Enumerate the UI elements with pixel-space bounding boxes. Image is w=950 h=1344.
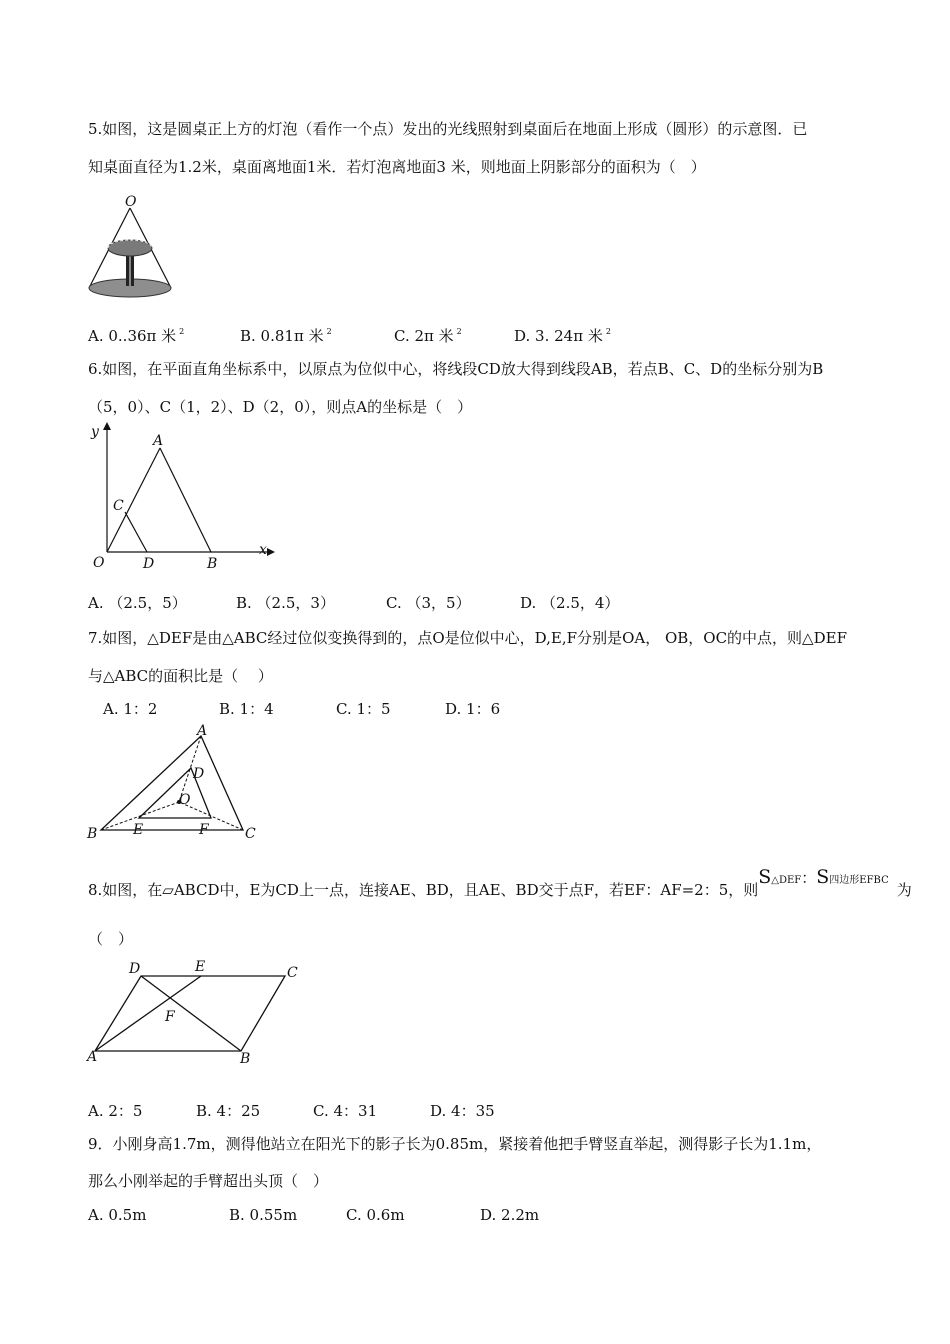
q9-option-d: D. 2.2m bbox=[480, 1206, 540, 1224]
q6-option-d: D. （2.5，4） bbox=[520, 594, 620, 612]
q7-label-o: O bbox=[179, 792, 191, 808]
q6-option-a: A. （2.5，5） bbox=[88, 594, 187, 612]
q8-option-c: C. 4：31 bbox=[313, 1102, 378, 1120]
q8-area-def: S△DEF bbox=[758, 866, 802, 888]
q7-option-d: D. 1：6 bbox=[445, 700, 501, 718]
q6-label-y: y bbox=[91, 424, 99, 440]
q8-option-b: B. 4：25 bbox=[196, 1102, 261, 1120]
q7-triangle-abc bbox=[101, 736, 243, 830]
q8-label-c: C bbox=[287, 965, 298, 981]
q6-label-d: D bbox=[143, 556, 155, 572]
q8-segment-ae bbox=[95, 976, 201, 1051]
q6-label-b: B bbox=[207, 556, 218, 572]
q7-text-line1: 7.如图，△DEF是由△ABC经过位似变换得到的，点O是位似中心，D,E,F分别是OA， OB，OC的中点，则△DEF bbox=[88, 629, 847, 647]
q7-label-d: D bbox=[193, 766, 205, 782]
q7-label-b: B bbox=[87, 826, 98, 842]
q7-option-a: A. 1：2 bbox=[103, 700, 158, 718]
q8-label-e: E bbox=[195, 959, 206, 975]
q8-option-d: D. 4：35 bbox=[430, 1102, 495, 1120]
q5-option-c: C. 2π 米 $^2$ bbox=[394, 327, 462, 345]
q5-option-d: D. 3. 24π 米 $^2$ bbox=[514, 327, 611, 345]
q8-parallelogram-figure bbox=[85, 955, 315, 1070]
q9-option-b: B. 0.55m bbox=[229, 1206, 298, 1224]
q6-segment-ab bbox=[160, 448, 211, 552]
q9-text-line1: 9．小刚身高1.7m，测得他站立在阳光下的影子长为0.85m，紧接着他把手臂竖直举起，测得影子长为1.1m， bbox=[88, 1135, 822, 1153]
q7-label-e: E bbox=[133, 822, 144, 838]
q8-option-a: A. 2：5 bbox=[88, 1102, 143, 1120]
q8-segment-bd bbox=[141, 976, 241, 1051]
q5-option-b: B. 0.81π 米 $^2$ bbox=[240, 327, 332, 345]
q7-triangle-figure bbox=[85, 722, 265, 847]
q7-label-a: A bbox=[197, 723, 208, 739]
q5-cone-figure bbox=[85, 190, 180, 302]
q7-label-c: C bbox=[245, 826, 256, 842]
q8-text-line1: 8.如图，在▱ABCD中，E为CD上一点，连接AE、BD，且AE、BD交于点F，若EF：AF=2：5，则S△DEF：S四边形EFBC为 bbox=[88, 866, 912, 899]
q6-text-line2: （5，0）、C（1，2）、D（2，0），则点A的坐标是（ ） bbox=[88, 398, 473, 416]
q8-label-d: D bbox=[129, 961, 141, 977]
q5-text-line2: 知桌面直径为1.2米，桌面离地面1米．若灯泡离地面3 米，则地面上阴影部分的面积为（ ） bbox=[88, 158, 706, 176]
q7-label-f: F bbox=[199, 822, 209, 838]
q6-label-c: C bbox=[113, 498, 124, 514]
q8-text-line2: （ ） bbox=[88, 930, 134, 948]
q5-option-a: A. 0..36π 米 $^2$ bbox=[88, 327, 185, 345]
q8-label-b: B bbox=[240, 1051, 251, 1067]
q7-option-c: C. 1：5 bbox=[336, 700, 391, 718]
q9-option-a: A. 0.5m bbox=[88, 1206, 147, 1224]
q6-option-b: B. （2.5，3） bbox=[236, 594, 335, 612]
q6-coordinate-figure bbox=[85, 420, 275, 575]
q9-text-line2: 那么小刚举起的手臂超出头顶（ ） bbox=[88, 1172, 329, 1190]
q5-label-o: O bbox=[125, 194, 137, 210]
q8-label-a: A bbox=[87, 1049, 98, 1065]
q6-label-a: A bbox=[153, 433, 164, 449]
q6-label-x: x bbox=[259, 542, 267, 558]
q6-segment-cd bbox=[125, 512, 147, 552]
q6-text-line1: 6.如图，在平面直角坐标系中，以原点为位似中心，将线段CD放大得到线段AB，若点B、C、D的坐标分别为B bbox=[88, 360, 824, 378]
q7-text-line2: 与△ABC的面积比是（ ） bbox=[88, 667, 273, 685]
q7-option-b: B. 1：4 bbox=[219, 700, 274, 718]
q8-area-efbc: S四边形EFBC bbox=[816, 866, 889, 888]
q5-text-line1: 5.如图，这是圆桌正上方的灯泡（看作一个点）发出的光线照射到桌面后在地面上形成（圆形）的示意图．已 bbox=[88, 120, 808, 138]
q8-label-f: F bbox=[165, 1009, 175, 1025]
q6-label-o: O bbox=[93, 555, 105, 571]
q9-option-c: C. 0.6m bbox=[346, 1206, 405, 1224]
q6-option-c: C. （3，5） bbox=[386, 594, 471, 612]
